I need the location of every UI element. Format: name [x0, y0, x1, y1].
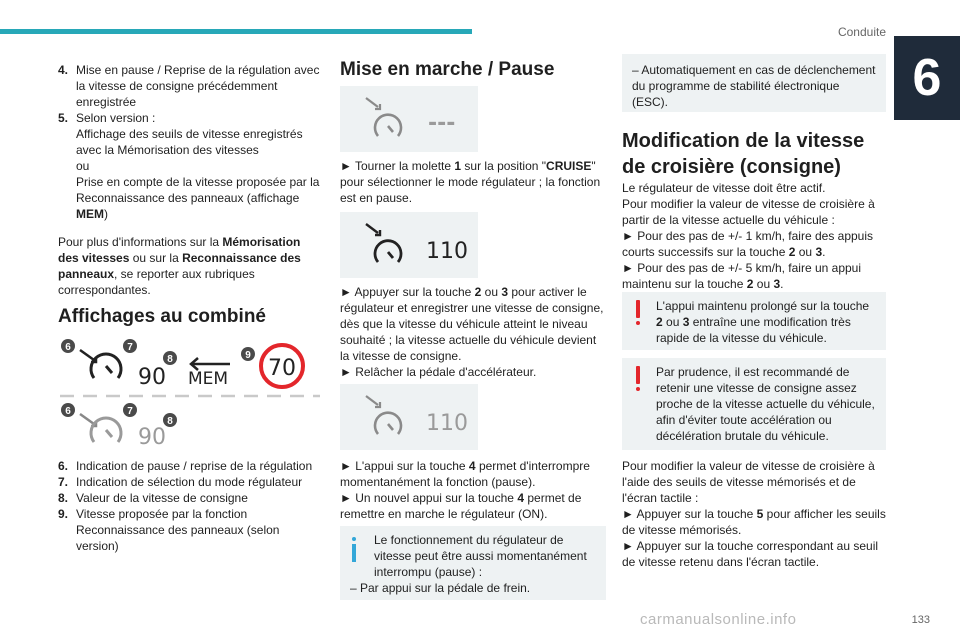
speed-limit-sign-icon [241, 345, 303, 387]
paused-state-row [61, 403, 177, 446]
section-title: Conduite [837, 25, 886, 39]
list-item: 4. Mise en pause / Reprise de la régulation avec la vitesse de consigne précédemment enregistrée [58, 63, 320, 109]
instruction-activate: ► Appuyer sur la touche 2 ou 3 pour activer le régulateur et enregistrer une vitesse de consigne, dès que la vitesse du véhicule atteint le niveau souhaité ; la vitesse actuelle du véhicule devient la vitesse de consigne. ► Relâcher la pédale d'accélérateur. [340, 285, 604, 379]
list-item: 5. Selon version : Affichage des seuils de vitesse enregistrés avec la Mémorisation des vitesses ou Prise en compte de la vitesse proposée par la Reconnaissance des panneaux (affichage MEM) [58, 111, 320, 221]
section-heading-start-pause: Mise en marche / Pause [340, 59, 555, 80]
paused-display-box [340, 86, 478, 152]
legend-item-7: 7. Indication de sélection du mode régulateur [58, 475, 303, 489]
legend-item-6: 6. Indication de pause / reprise de la régulation [58, 459, 313, 473]
active-cruise-icon [340, 212, 478, 278]
instruction-select-cruise: ► Tourner la molette 1 sur la position "CRUISE" pour sélectionner le mode régulateur ; la fonction est en pause. [340, 159, 601, 205]
legend-list [58, 458, 320, 554]
svg-text:8: 8 [167, 354, 173, 365]
info-note: Le fonctionnement du régulateur de vitesse peut être aussi momentanément interrompu (pause) : – Par appui sur la pédale de frein. [340, 526, 606, 600]
svg-text:6: 6 [65, 406, 71, 417]
svg-text:110: 110 [426, 239, 468, 264]
warning-icon [636, 300, 640, 318]
watermark-text: carmanualsonline.info [640, 611, 797, 628]
header-accent-bar [0, 29, 472, 34]
pause-indicator-icon [61, 339, 96, 362]
warning-icon [636, 366, 640, 384]
callout-6: 6 [65, 342, 71, 353]
svg-text:7: 7 [127, 406, 133, 417]
chapter-number-tab: 6 [894, 36, 960, 120]
active-display-box [340, 212, 478, 278]
svg-text:8: 8 [167, 416, 173, 427]
instruction-pause-resume: ► L'appui sur la touche 4 permet d'interrompre momentanément la fonction (pause). ► Un nouvel appui sur la touche 4 permet de remettre en marche le régulateur (ON). [340, 459, 590, 521]
warning-note-2: Par prudence, il est recommandé de retenir une vitesse de consigne assez proche de la vitesse actuelle du véhicule, afin d'éviter toute accélération ou décélération brutale du véhicule. [622, 358, 886, 450]
set-speed-value [138, 351, 177, 390]
info-note-continued: – Automatiquement en cas de déclenchement du programme de stabilité électronique (ESC). [622, 54, 886, 112]
info-icon [352, 537, 356, 541]
section-heading-displays: Affichages au combiné [58, 306, 266, 327]
mem-arrow-icon [188, 358, 230, 389]
paused-setspeed-icon [340, 384, 478, 450]
svg-text:MEM: MEM [188, 369, 229, 389]
cluster-display-illustration [58, 336, 322, 446]
svg-text:9: 9 [245, 350, 251, 361]
legend-item-8: 8. Valeur de la vitesse de consigne [58, 491, 248, 505]
page-number: 133 [911, 614, 930, 626]
cruise-speedometer-icon [91, 339, 137, 378]
svg-text:90: 90 [138, 425, 166, 446]
modify-via-touchscreen: Pour modifier la valeur de vitesse de croisière à l'aide des seuils de vitesse mémorisés et de l'écran tactile : ► Appuyer sur la touche 5 pour afficher les seuils de vitesse mémorisés. ► Appuyer sur la touche correspondant au seuil de vitesse retenu dans l'écran tactile. [622, 459, 886, 569]
svg-text:70: 70 [268, 356, 296, 381]
legend-item-9: 9. Vitesse proposée par la fonction Reconnaissance des panneaux (selon version) [58, 507, 280, 553]
svg-text:110: 110 [426, 411, 468, 436]
svg-text:7: 7 [127, 342, 133, 353]
section-heading-modify-speed: Modification de la vitesse de croisière (consigne) [622, 130, 865, 178]
steps-list-continued [58, 62, 320, 222]
paused-cruise-icon [340, 86, 478, 152]
svg-text:---: --- [428, 111, 456, 136]
modify-speed-intro: Le régulateur de vitesse doit être actif. Pour modifier la valeur de vitesse de croisière à partir de la vitesse actuelle du véhicule : ► Pour des pas de +/- 1 km/h, faire des appuis courts successifs sur la touche 2 ou 3. ► Pour des pas de +/- 5 km/h, faire un appui maintenu sur la touche 2 ou 3. [622, 181, 875, 291]
svg-text:90: 90 [138, 365, 166, 390]
warning-note-1: L'appui maintenu prolongé sur la touche 2 ou 3 entraîne une modification très rapide de la vitesse du véhicule. [622, 292, 886, 350]
more-info-paragraph: Pour plus d'informations sur la Mémorisation des vitesses ou sur la Reconnaissance des panneaux, se reporter aux rubriques correspondantes. [58, 235, 301, 297]
paused-set-display-box [340, 384, 478, 450]
